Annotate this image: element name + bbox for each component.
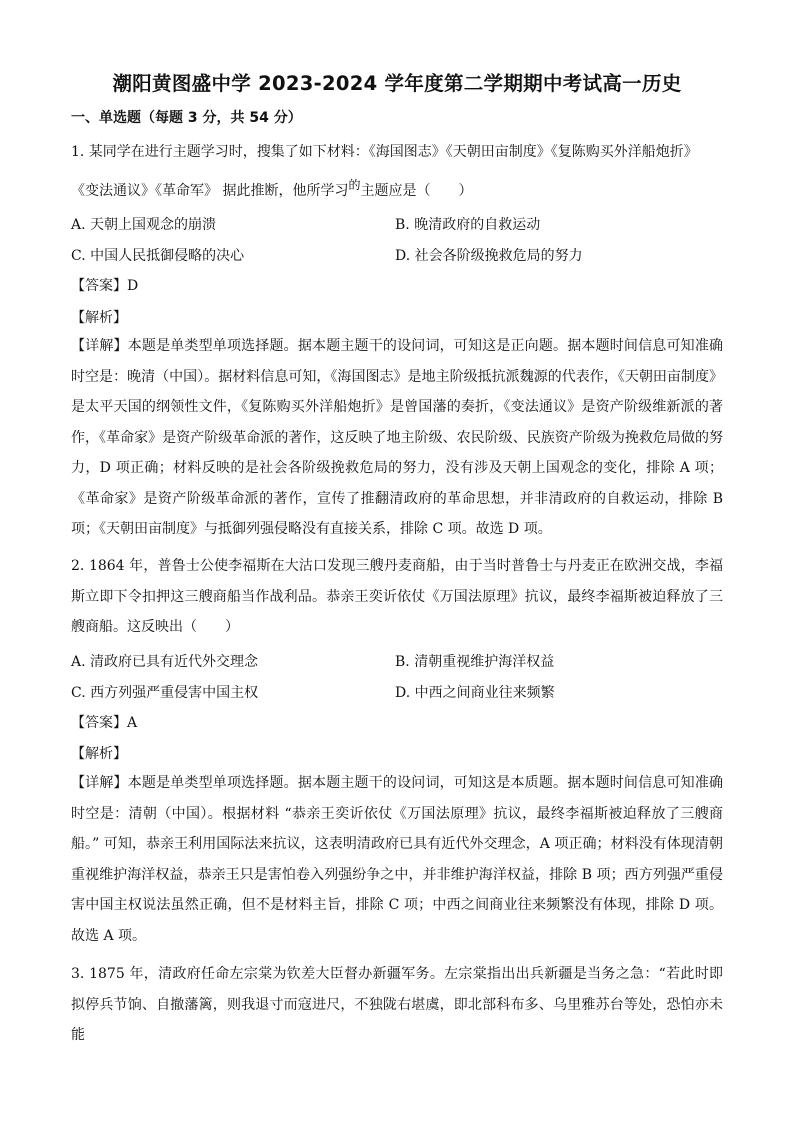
question-1-option-c: C. 中国人民抵御侵略的决心: [71, 248, 245, 264]
question-1-analysis-label: 【解析】: [71, 310, 127, 326]
question-1-detail: 【详解】本题是单类型单项选择题。据本题主题干的设问词，可知这是正向题。据本题时间信息可知准确时空是：晚清（中国）。据材料信息可知，《海国图志》是地主阶级抵抗派魏源的代表作，《天朝田亩制度》是太平天国的纲领性文件，《复陈购买外洋船炮折》是曾国藩的奏折，《变法通议》是资产阶级维新派的著作，《革命家》是资产阶级革命派的著作，这反映了地主阶级、农民阶级、民族资产阶级为挽救危局做的努力，D 项正确；材料反映的是社会各阶级挽救危局的努力，没有涉及天朝上国观念的变化，排除 A 项；《革命家》是资产阶级革命派的著作，宣传了推翻清政府的革命思想，并非清政府的自救运动，排除 B 项；《天朝田亩制度》与抵御列强侵略没有直接关系，排除 C 项。故选 D 项。: [71, 338, 723, 537]
question-1-option-d: D. 社会各阶级挽救危局的努力: [395, 248, 583, 264]
question-2-option-c: C. 西方列强严重侵害中国主权: [71, 685, 259, 701]
question-2-analysis-label: 【解析】: [71, 746, 127, 762]
question-1-stem-line1: 1. 某同学在进行主题学习时，搜集了如下材料：《海国图志》《天朝田亩制度》《复陈购买外洋船炮折》: [71, 144, 698, 160]
question-1-stem-part: 主题应是（ ）: [360, 183, 473, 199]
question-2-detail: 【详解】本题是单类型单项选择题。据本题主题干的设问词，可知这是本质题。据本题时间信息可知准确时空是：清朝（中国）。根据材料 “恭亲王奕䜣依仗《万国法原理》抗议，最终李福斯被迫释放了三艘商船。” 可知，恭亲王利用国际法来抗议，这表明清政府已具有近代外交理念，A 项正确；材料没有体现清朝重视维护海洋权益，恭亲王只是害怕卷入列强纷争之中，并非维护海洋权益，排除 B 项；西方列强严重侵害中国主权说法虽然正确，但不是材料主旨，排除 C 项；中西之间商业往来频繁没有体现，排除 D 项。故选 A 项。: [71, 775, 723, 944]
exam-title: 潮阳黄图盛中学 2023-2024 学年度第二学期期中考试高一历史: [112, 72, 682, 95]
question-1-stem-line2: [71, 180, 472, 200]
section-heading: 一、单选题（每题 3 分，共 54 分）: [71, 110, 302, 126]
question-1-stem-superscript: 的: [348, 178, 361, 192]
question-2-option-b: B. 清朝重视维护海洋权益: [395, 654, 555, 670]
question-2-stem: 2. 1864 年，普鲁士公使李福斯在大沽口发现三艘丹麦商船，由于当时普鲁士与丹麦正在欧洲交战，李福斯立即下令扣押这三艘商船当作战利品。恭亲王奕䜣依仗《万国法原理》抗议，最终李福斯被迫释放了三艘商船。这反映出（ ）: [71, 558, 723, 635]
question-2-option-a: A. 清政府已具有近代外交理念: [71, 654, 259, 670]
question-1-stem-part: 《变法通议》《革命军》 据此推断，他所学习: [71, 183, 349, 199]
question-1-option-b: B. 晚清政府的自救运动: [395, 217, 541, 233]
question-2-answer: 【答案】A: [71, 715, 138, 731]
question-1-option-a: A. 天朝上国观念的崩溃: [71, 217, 217, 233]
question-1-answer: 【答案】D: [71, 278, 139, 294]
question-2-option-d: D. 中西之间商业往来频繁: [395, 685, 555, 701]
question-3-stem: 3. 1875 年，清政府任命左宗棠为钦差大臣督办新疆军务。左宗棠指出出兵新疆是当务之急：“若此时即拟停兵节饷、自撤藩篱，则我退寸而寇进尺，不独陇右堪虞，即北部科布多、乌里雅苏台等处，恐怕亦未能: [71, 966, 723, 1043]
